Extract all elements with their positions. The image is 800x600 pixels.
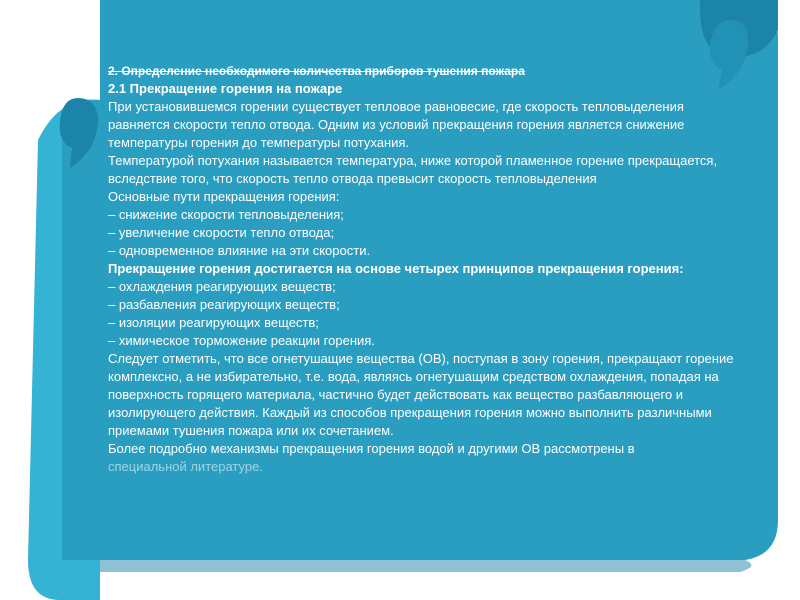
document-body xyxy=(108,62,742,476)
paths-intro: Основные пути прекращения горения: xyxy=(108,189,340,204)
paragraph-extinction-temperature: Температурой потухания называется температура, ниже которой пламенное горение прекращается, вследствие того, что скорость тепло отвода превысит скорость тепловыделения xyxy=(108,153,718,186)
list-item: – одновременное влияние на эти скорости. xyxy=(108,243,371,258)
list-item: – химическое торможение реакции горения. xyxy=(108,333,375,348)
scroll-bottom-curl xyxy=(100,560,751,572)
paragraph-references-tail: специальной литературе. xyxy=(108,459,263,474)
subsection-title: 2.1 Прекращение горения на пожаре xyxy=(108,81,343,96)
list-item: – увеличение скорости тепло отвода; xyxy=(108,225,335,240)
scroll-left-inner xyxy=(62,100,100,560)
principles-intro: Прекращение горения достигается на основе четырех принципов прекращения горения: xyxy=(108,261,684,276)
list-item: – снижение скорости тепловыделения; xyxy=(108,207,344,222)
list-item: – охлаждения реагирующих веществ; xyxy=(108,279,336,294)
paragraph-equilibrium: При установившемся горении существует тепловое равновесие, где скорость тепловыделения равняется скорости тепло отвода. Одним из условий прекращения горения является снижение температуры горения до температуры потухания. xyxy=(108,99,685,150)
list-item: – изоляции реагирующих веществ; xyxy=(108,315,319,330)
section-heading: 2. Определение необходимого количества приборов тушения пожара xyxy=(108,64,525,78)
paragraph-references: Более подробно механизмы прекращения горения водой и другими ОВ рассмотрены в xyxy=(108,441,635,456)
paragraph-agents: Следует отметить, что все огнетушащие вещества (ОВ), поступая в зону горения, прекращают горение комплексно, а не избирательно, т.е. вода, являясь огнетушащим средством охлаждения, попадая на поверхность горящего материала, частично будет действовать как вещество разбавляющего и изолирующего действия. Каждый из способов прекращения горения можно выполнить различными приемами тушения пожара или их сочетанием. xyxy=(108,351,734,438)
list-item: – разбавления реагирующих веществ; xyxy=(108,297,340,312)
